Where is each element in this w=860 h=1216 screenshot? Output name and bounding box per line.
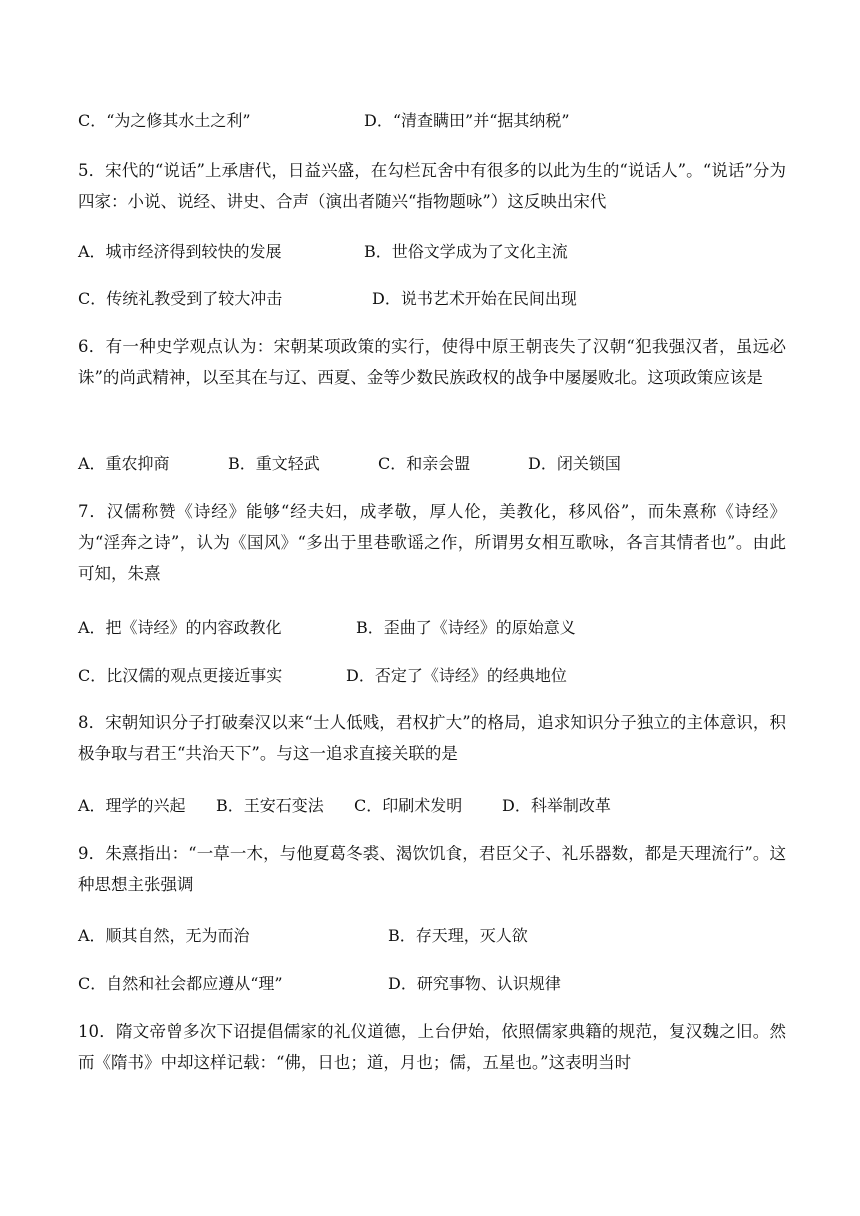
q5-option-a[interactable]: A．城市经济得到较快的发展 [78, 242, 282, 261]
q7-option-d[interactable]: D．否定了《诗经》的经典地位 [346, 666, 567, 685]
q8-option-d[interactable]: D．科举制改革 [502, 796, 611, 815]
q8-options-row [78, 790, 786, 821]
q4-option-c[interactable]: C．“为之修其水土之利” [78, 111, 251, 130]
q6-option-d[interactable]: D．闭关锁国 [528, 454, 621, 473]
q5-option-c[interactable]: C．传统礼教受到了较大冲击 [78, 289, 283, 308]
q4-option-d[interactable]: D．“清查瞒田”并“据其纳税” [364, 111, 570, 130]
q7-stem: 7．汉儒称赞《诗经》能够“经夫妇，成孝敬，厚人伦，美教化，移风俗”，而朱熹称《诗经》为“淫奔之诗”，认为《国风》“多出于里巷歌谣之作，所谓男女相互歌咏，各言其情者也”。由此可知，朱熹 [78, 502, 786, 583]
q5-option-d[interactable]: D．说书艺术开始在民间出现 [372, 289, 577, 308]
q9-option-c[interactable]: C．自然和社会都应遵从“理” [78, 974, 283, 993]
q8-option-b[interactable]: B．王安石变法 [216, 796, 324, 815]
q9-options-row-1 [78, 920, 786, 951]
q9-option-b[interactable]: B．存天理，灭人欲 [388, 926, 528, 945]
q5-option-b[interactable]: B．世俗文学成为了文化主流 [364, 242, 568, 261]
q7-option-c[interactable]: C．比汉儒的观点更接近事实 [78, 666, 283, 685]
q7-options-row-1 [78, 612, 786, 643]
q10-stem: 10．隋文帝曾多次下诏提倡儒家的礼仪道德，上台伊始，依照儒家典籍的规范，复汉魏之旧。然而《隋书》中却这样记载：“佛，日也；道，月也；儒，五星也。”这表明当时 [78, 1022, 786, 1072]
q8-option-c[interactable]: C．印刷术发明 [354, 796, 463, 815]
q7-option-b[interactable]: B．歪曲了《诗经》的原始意义 [356, 618, 576, 637]
q6-options-row [78, 448, 786, 479]
q5-stem: 5．宋代的“说话”上承唐代，日益兴盛，在勾栏瓦舍中有很多的以此为生的“说话人”。“说话”分为四家：小说、说经、讲史、合声（演出者随兴“指物题咏”）这反映出宋代 [78, 161, 786, 211]
q8-option-a[interactable]: A．理学的兴起 [78, 796, 186, 815]
q7-option-a[interactable]: A．把《诗经》的内容政教化 [78, 618, 282, 637]
q6-stem: 6．有一种史学观点认为：宋朝某项政策的实行，使得中原王朝丧失了汉朝“犯我强汉者，虽远必诛”的尚武精神，以至其在与辽、西夏、金等少数民族政权的战争中屡屡败北。这项政策应该是 [78, 337, 786, 387]
q4-options-row-2 [78, 105, 786, 136]
q9-stem: 9．朱熹指出：“一草一木，与他夏葛冬裘、渴饮饥食，君臣父子、礼乐器数，都是天理流行”。这种思想主张强调 [78, 844, 786, 894]
q7-options-row-2 [78, 660, 786, 691]
q9-option-a[interactable]: A．顺其自然，无为而治 [78, 926, 250, 945]
q6-option-a[interactable]: A．重农抑商 [78, 454, 170, 473]
q6-option-c[interactable]: C．和亲会盟 [378, 454, 471, 473]
q6-option-b[interactable]: B．重文轻武 [228, 454, 320, 473]
q5-options-row-2 [78, 283, 786, 314]
q5-options-row-1 [78, 236, 786, 267]
q9-option-d[interactable]: D．研究事物、认识规律 [388, 974, 561, 993]
q9-options-row-2 [78, 968, 786, 999]
q8-stem: 8．宋朝知识分子打破秦汉以来“士人低贱，君权扩大”的格局，追求知识分子独立的主体意识，积极争取与君王“共治天下”。与这一追求直接关联的是 [78, 713, 786, 763]
